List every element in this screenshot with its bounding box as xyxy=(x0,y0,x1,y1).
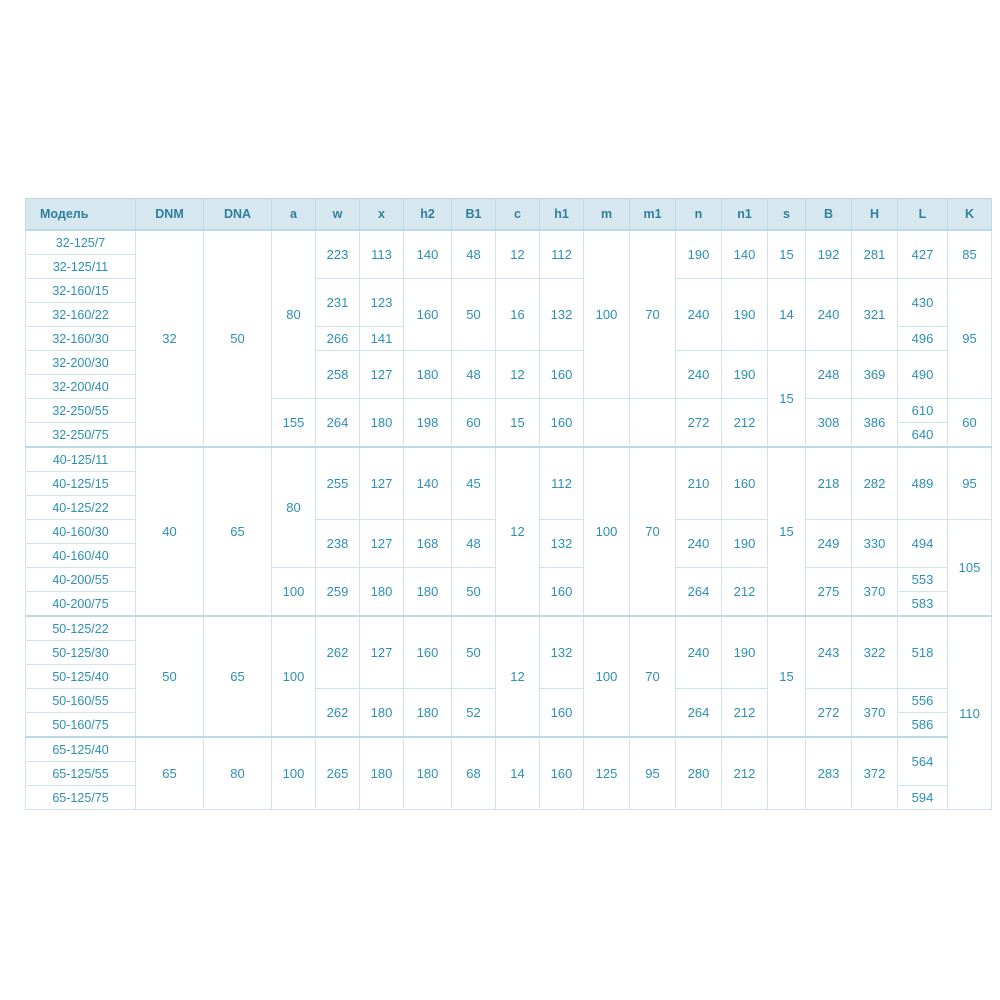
cell-k: 95 xyxy=(948,447,992,520)
col-header-h: H xyxy=(852,199,898,231)
cell-m1: 70 xyxy=(630,616,676,737)
cell-s: 15 xyxy=(768,447,806,616)
cell-b1: 50 xyxy=(452,279,496,351)
cell-b: 308 xyxy=(806,399,852,448)
cell-m xyxy=(584,399,630,448)
cell-b: 240 xyxy=(806,279,852,351)
cell-model: 50-125/40 xyxy=(26,665,136,689)
cell-c: 15 xyxy=(496,399,540,448)
cell-h: 370 xyxy=(852,568,898,617)
cell-w: 258 xyxy=(316,351,360,399)
cell-b: 272 xyxy=(806,689,852,738)
cell-m: 100 xyxy=(584,616,630,737)
cell-h: 322 xyxy=(852,616,898,689)
cell-n: 240 xyxy=(676,616,722,689)
cell-c: 14 xyxy=(496,737,540,810)
cell-x: 113 xyxy=(360,230,404,279)
table-row xyxy=(26,230,992,255)
col-header-h1: h1 xyxy=(540,199,584,231)
cell-x: 127 xyxy=(360,520,404,568)
cell-k: 60 xyxy=(948,399,992,448)
cell-m1 xyxy=(630,399,676,448)
cell-s xyxy=(768,737,806,810)
col-header-w: w xyxy=(316,199,360,231)
cell-l: 640 xyxy=(898,423,948,448)
cell-model: 32-200/40 xyxy=(26,375,136,399)
cell-h: 282 xyxy=(852,447,898,520)
cell-h1: 160 xyxy=(540,399,584,448)
cell-model: 65-125/75 xyxy=(26,786,136,810)
cell-model: 40-160/30 xyxy=(26,520,136,544)
cell-w: 238 xyxy=(316,520,360,568)
cell-x: 180 xyxy=(360,399,404,448)
cell-k: 110 xyxy=(948,616,992,810)
cell-n1: 190 xyxy=(722,616,768,689)
cell-l: 553 xyxy=(898,568,948,592)
cell-s: 15 xyxy=(768,351,806,448)
cell-h2: 160 xyxy=(404,279,452,351)
pump-dimensions-table xyxy=(25,198,992,810)
cell-s: 15 xyxy=(768,616,806,737)
cell-b1: 52 xyxy=(452,689,496,738)
cell-h2: 180 xyxy=(404,689,452,738)
cell-m: 100 xyxy=(584,230,630,399)
cell-w: 223 xyxy=(316,230,360,279)
cell-h1: 160 xyxy=(540,737,584,810)
cell-c: 12 xyxy=(496,616,540,737)
cell-k: 105 xyxy=(948,520,992,617)
cell-h: 281 xyxy=(852,230,898,279)
cell-k: 95 xyxy=(948,279,992,399)
col-header-dnm: DNM xyxy=(136,199,204,231)
cell-l: 594 xyxy=(898,786,948,810)
table-row xyxy=(26,737,992,762)
cell-dna: 65 xyxy=(204,447,272,616)
cell-n: 240 xyxy=(676,279,722,351)
col-header-n1: n1 xyxy=(722,199,768,231)
cell-x: 180 xyxy=(360,737,404,810)
cell-l: 489 xyxy=(898,447,948,520)
cell-n: 272 xyxy=(676,399,722,448)
cell-h1: 132 xyxy=(540,279,584,351)
cell-x: 141 xyxy=(360,327,404,351)
cell-a: 80 xyxy=(272,447,316,568)
cell-h: 370 xyxy=(852,689,898,738)
cell-model: 32-160/15 xyxy=(26,279,136,303)
cell-l: 496 xyxy=(898,327,948,351)
cell-b: 218 xyxy=(806,447,852,520)
cell-n1: 160 xyxy=(722,447,768,520)
cell-n1: 212 xyxy=(722,568,768,617)
cell-b: 192 xyxy=(806,230,852,279)
cell-n: 190 xyxy=(676,230,722,279)
col-header-c: c xyxy=(496,199,540,231)
cell-l: 583 xyxy=(898,592,948,617)
cell-w: 266 xyxy=(316,327,360,351)
cell-model: 32-125/7 xyxy=(26,230,136,255)
cell-n: 240 xyxy=(676,520,722,568)
cell-h: 386 xyxy=(852,399,898,448)
cell-h2: 180 xyxy=(404,737,452,810)
cell-model: 32-160/30 xyxy=(26,327,136,351)
cell-a: 100 xyxy=(272,568,316,617)
cell-dnm: 40 xyxy=(136,447,204,616)
cell-a: 100 xyxy=(272,616,316,737)
cell-h: 369 xyxy=(852,351,898,399)
cell-w: 231 xyxy=(316,279,360,327)
cell-h1: 132 xyxy=(540,520,584,568)
cell-w: 265 xyxy=(316,737,360,810)
cell-b1: 48 xyxy=(452,230,496,279)
cell-b1: 68 xyxy=(452,737,496,810)
cell-h1: 160 xyxy=(540,689,584,738)
cell-model: 32-200/30 xyxy=(26,351,136,375)
cell-model: 40-125/11 xyxy=(26,447,136,472)
cell-c: 16 xyxy=(496,279,540,351)
cell-n: 280 xyxy=(676,737,722,810)
cell-n1: 212 xyxy=(722,737,768,810)
cell-h: 330 xyxy=(852,520,898,568)
cell-w: 262 xyxy=(316,689,360,738)
col-header-b1: B1 xyxy=(452,199,496,231)
cell-h1: 112 xyxy=(540,230,584,279)
cell-b: 249 xyxy=(806,520,852,568)
cell-n: 240 xyxy=(676,351,722,399)
cell-model: 50-160/55 xyxy=(26,689,136,713)
cell-a: 155 xyxy=(272,399,316,448)
cell-h2: 160 xyxy=(404,616,452,689)
cell-h2: 180 xyxy=(404,351,452,399)
cell-h1: 112 xyxy=(540,447,584,520)
cell-n: 264 xyxy=(676,689,722,738)
cell-h1: 160 xyxy=(540,351,584,399)
cell-n: 210 xyxy=(676,447,722,520)
cell-n1: 190 xyxy=(722,279,768,351)
cell-x: 180 xyxy=(360,568,404,617)
cell-l: 490 xyxy=(898,351,948,399)
col-header-h2: h2 xyxy=(404,199,452,231)
cell-n1: 212 xyxy=(722,399,768,448)
cell-b1: 50 xyxy=(452,616,496,689)
cell-h: 372 xyxy=(852,737,898,810)
cell-b: 275 xyxy=(806,568,852,617)
cell-b1: 60 xyxy=(452,399,496,448)
col-header-l: L xyxy=(898,199,948,231)
cell-l: 430 xyxy=(898,279,948,327)
cell-s: 15 xyxy=(768,230,806,279)
col-header-m1: m1 xyxy=(630,199,676,231)
cell-n1: 190 xyxy=(722,520,768,568)
cell-w: 262 xyxy=(316,616,360,689)
cell-model: 65-125/55 xyxy=(26,762,136,786)
cell-b: 248 xyxy=(806,351,852,399)
cell-dnm: 50 xyxy=(136,616,204,737)
cell-dnm: 32 xyxy=(136,230,204,447)
cell-k: 85 xyxy=(948,230,992,279)
col-header-dna: DNA xyxy=(204,199,272,231)
cell-model: 40-125/15 xyxy=(26,472,136,496)
cell-b: 283 xyxy=(806,737,852,810)
cell-l: 518 xyxy=(898,616,948,689)
cell-model: 32-250/75 xyxy=(26,423,136,448)
cell-l: 610 xyxy=(898,399,948,423)
cell-m: 100 xyxy=(584,447,630,616)
cell-a: 100 xyxy=(272,737,316,810)
cell-dna: 80 xyxy=(204,737,272,810)
cell-n1: 212 xyxy=(722,689,768,738)
cell-s: 14 xyxy=(768,279,806,351)
cell-model: 40-200/55 xyxy=(26,568,136,592)
cell-x: 127 xyxy=(360,616,404,689)
cell-model: 40-200/75 xyxy=(26,592,136,617)
cell-b1: 50 xyxy=(452,568,496,617)
cell-model: 32-160/22 xyxy=(26,303,136,327)
cell-h2: 198 xyxy=(404,399,452,448)
cell-h: 321 xyxy=(852,279,898,351)
cell-model: 40-160/40 xyxy=(26,544,136,568)
cell-a: 80 xyxy=(272,230,316,399)
cell-x: 127 xyxy=(360,351,404,399)
cell-h2: 140 xyxy=(404,230,452,279)
col-header-m: m xyxy=(584,199,630,231)
cell-n1: 140 xyxy=(722,230,768,279)
cell-model: 40-125/22 xyxy=(26,496,136,520)
table-header-row xyxy=(26,199,992,231)
cell-h2: 140 xyxy=(404,447,452,520)
table-row xyxy=(26,447,992,472)
col-header-model: Модель xyxy=(26,199,136,231)
cell-w: 264 xyxy=(316,399,360,448)
cell-m1: 95 xyxy=(630,737,676,810)
cell-x: 127 xyxy=(360,447,404,520)
cell-x: 123 xyxy=(360,279,404,327)
cell-m1: 70 xyxy=(630,447,676,616)
cell-l: 586 xyxy=(898,713,948,738)
cell-n1: 190 xyxy=(722,351,768,399)
cell-b: 243 xyxy=(806,616,852,689)
col-header-b: B xyxy=(806,199,852,231)
cell-l: 556 xyxy=(898,689,948,713)
cell-h2: 180 xyxy=(404,568,452,617)
cell-b1: 45 xyxy=(452,447,496,520)
col-header-a: a xyxy=(272,199,316,231)
cell-model: 65-125/40 xyxy=(26,737,136,762)
table-row xyxy=(26,616,992,641)
cell-b1: 48 xyxy=(452,351,496,399)
cell-l: 494 xyxy=(898,520,948,568)
cell-w: 255 xyxy=(316,447,360,520)
cell-dna: 50 xyxy=(204,230,272,447)
cell-l: 564 xyxy=(898,737,948,786)
cell-b1: 48 xyxy=(452,520,496,568)
cell-model: 50-125/30 xyxy=(26,641,136,665)
cell-h1: 132 xyxy=(540,616,584,689)
cell-h1: 160 xyxy=(540,568,584,617)
cell-x: 180 xyxy=(360,689,404,738)
cell-c: 12 xyxy=(496,447,540,616)
cell-m: 125 xyxy=(584,737,630,810)
cell-model: 32-125/11 xyxy=(26,255,136,279)
cell-dna: 65 xyxy=(204,616,272,737)
cell-model: 32-250/55 xyxy=(26,399,136,423)
cell-model: 50-125/22 xyxy=(26,616,136,641)
col-header-k: K xyxy=(948,199,992,231)
cell-c: 12 xyxy=(496,230,540,279)
col-header-x: x xyxy=(360,199,404,231)
col-header-n: n xyxy=(676,199,722,231)
cell-n: 264 xyxy=(676,568,722,617)
cell-model: 50-160/75 xyxy=(26,713,136,738)
col-header-s: s xyxy=(768,199,806,231)
cell-w: 259 xyxy=(316,568,360,617)
cell-l: 427 xyxy=(898,230,948,279)
cell-dnm: 65 xyxy=(136,737,204,810)
cell-c: 12 xyxy=(496,351,540,399)
cell-h2: 168 xyxy=(404,520,452,568)
cell-m1: 70 xyxy=(630,230,676,399)
